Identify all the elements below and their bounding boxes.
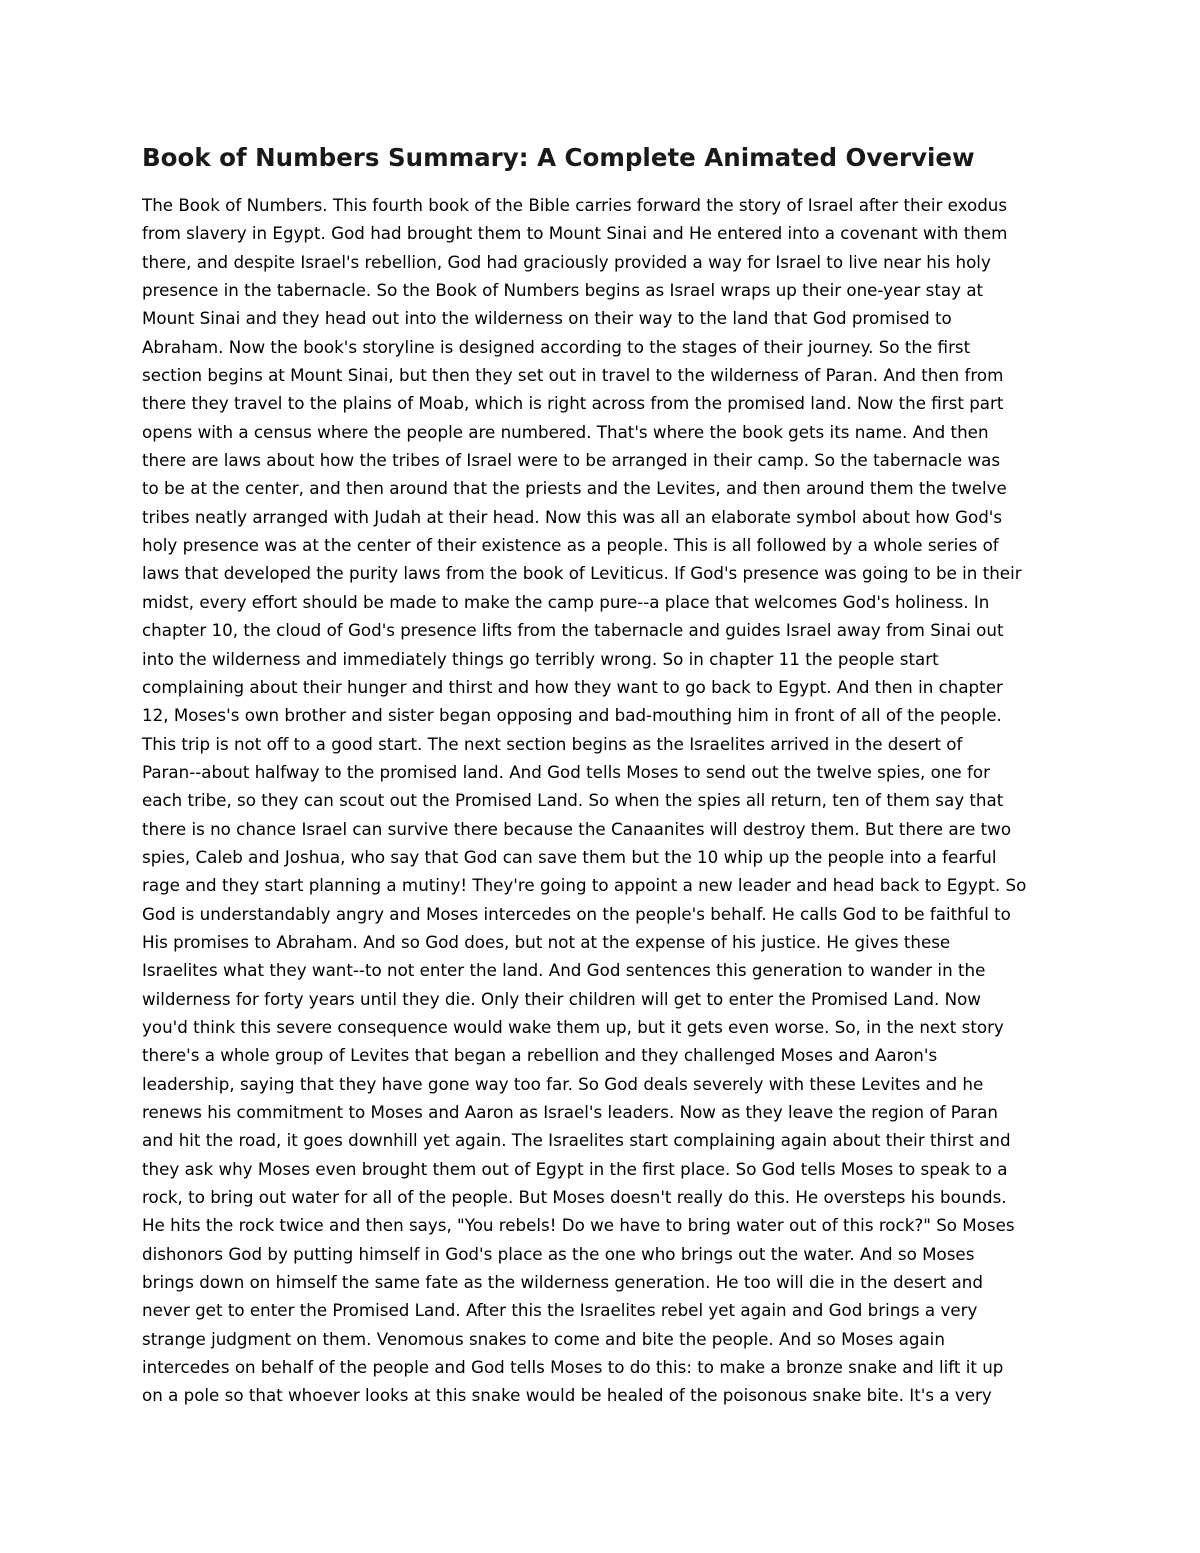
body-line: from slavery in Egypt. God had brought them to Mount Sinai and He entered into a covenant with them	[142, 223, 1008, 244]
body-line: strange judgment on them. Venomous snakes to come and bite the people. And so Moses again	[142, 1328, 945, 1349]
body-line: to be at the center, and then around that the priests and the Levites, and then around them the twelve	[142, 478, 1007, 499]
document-title: Book of Numbers Summary: A Complete Animated Overview	[142, 143, 975, 172]
body-line: His promises to Abraham. And so God does, but not at the expense of his justice. He gives these	[142, 931, 951, 952]
body-line: there are laws about how the tribes of Israel were to be arranged in their camp. So the tabernacle was	[142, 450, 1001, 471]
body-line: there they travel to the plains of Moab, which is right across from the promised land. Now the first part	[142, 393, 1004, 414]
body-line: and hit the road, it goes downhill yet again. The Israelites start complaining again about their thirst and	[142, 1130, 1011, 1151]
body-line: Abraham. Now the book's storyline is designed according to the stages of their journey. So the first	[142, 336, 971, 357]
body-line: leadership, saying that they have gone way too far. So God deals severely with these Levites and he	[142, 1073, 984, 1094]
body-line: brings down on himself the same fate as the wilderness generation. He too will die in the desert and	[142, 1272, 983, 1293]
body-line: laws that developed the purity laws from the book of Leviticus. If God's presence was going to be in their	[142, 563, 1022, 584]
body-line: intercedes on behalf of the people and God tells Moses to do this: to make a bronze snake and lift it up	[142, 1357, 1004, 1378]
body-line: there, and despite Israel's rebellion, God had graciously provided a way for Israel to live near his holy	[142, 251, 991, 272]
body-line: chapter 10, the cloud of God's presence lifts from the tabernacle and guides Israel away from Sinai out	[142, 620, 1004, 641]
body-line: spies, Caleb and Joshua, who say that God can save them but the 10 whip up the people into a fearful	[142, 846, 997, 867]
body-line: wilderness for forty years until they die. Only their children will get to enter the Promised Land. Now	[142, 988, 981, 1009]
body-line: midst, every effort should be made to make the camp pure--a place that welcomes God's holiness. In	[142, 591, 990, 612]
body-line: rock, to bring out water for all of the people. But Moses doesn't really do this. He oversteps his bounds.	[142, 1187, 1007, 1208]
body-line: presence in the tabernacle. So the Book of Numbers begins as Israel wraps up their one-year stay at	[142, 280, 984, 301]
body-line: renews his commitment to Moses and Aaron as Israel's leaders. Now as they leave the region of Paran	[142, 1102, 998, 1122]
body-line: 12, Moses's own brother and sister began opposing and bad-mouthing him in front of all of the people.	[142, 705, 1002, 726]
body-line: section begins at Mount Sinai, but then they set out in travel to the wilderness of Paran. And then from	[142, 365, 1004, 386]
body-line: there is no chance Israel can survive there because the Canaanites will destroy them. But there are two	[142, 818, 1012, 839]
body-line: you'd think this severe consequence would wake them up, but it gets even worse. So, in the next story	[142, 1016, 1004, 1037]
body-line: holy presence was at the center of their existence as a people. This is all followed by a whole series of	[142, 535, 999, 556]
body-line: they ask why Moses even brought them out of Egypt in the first place. So God tells Moses to speak to a	[142, 1158, 1008, 1179]
body-line: He hits the rock twice and then says, "You rebels! Do we have to bring water out of this rock?" So Moses	[142, 1215, 1015, 1236]
body-line: tribes neatly arranged with Judah at their head. Now this was all an elaborate symbol about how God's	[142, 506, 1003, 527]
body-line: opens with a census where the people are numbered. That's where the book gets its name. And then	[142, 421, 989, 442]
body-line: Israelites what they want--to not enter the land. And God sentences this generation to wander in the	[142, 960, 986, 981]
body-line: dishonors God by putting himself in God's place as the one who brings out the water. And so Moses	[142, 1243, 975, 1264]
body-line: into the wilderness and immediately things go terribly wrong. So in chapter 11 the people start	[142, 648, 939, 669]
body-line: complaining about their hunger and thirst and how they want to go back to Egypt. And then in chapter	[142, 676, 1003, 697]
body-line: there's a whole group of Levites that began a rebellion and they challenged Moses and Aaron's	[142, 1045, 938, 1066]
body-line: rage and they start planning a mutiny! They're going to appoint a new leader and head back to Egypt. So	[142, 875, 1027, 896]
body-line: Mount Sinai and they head out into the wilderness on their way to the land that God promised to	[142, 308, 952, 329]
document-body	[142, 191, 1072, 1410]
body-line: This trip is not off to a good start. The next section begins as the Israelites arrived in the desert of	[142, 733, 963, 754]
body-line: The Book of Numbers. This fourth book of the Bible carries forward the story of Israel after their exodus	[142, 195, 1008, 215]
body-line: each tribe, so they can scout out the Promised Land. So when the spies all return, ten of them say that	[142, 790, 1004, 811]
body-line: Paran--about halfway to the promised land. And God tells Moses to send out the twelve spies, one for	[142, 761, 990, 782]
body-line: God is understandably angry and Moses intercedes on the people's behalf. He calls God to be faithful to	[142, 903, 1011, 924]
body-line: never get to enter the Promised Land. After this the Israelites rebel yet again and God brings a very	[142, 1300, 978, 1321]
body-line: on a pole so that whoever looks at this snake would be healed of the poisonous snake bite. It's a very	[142, 1385, 992, 1406]
